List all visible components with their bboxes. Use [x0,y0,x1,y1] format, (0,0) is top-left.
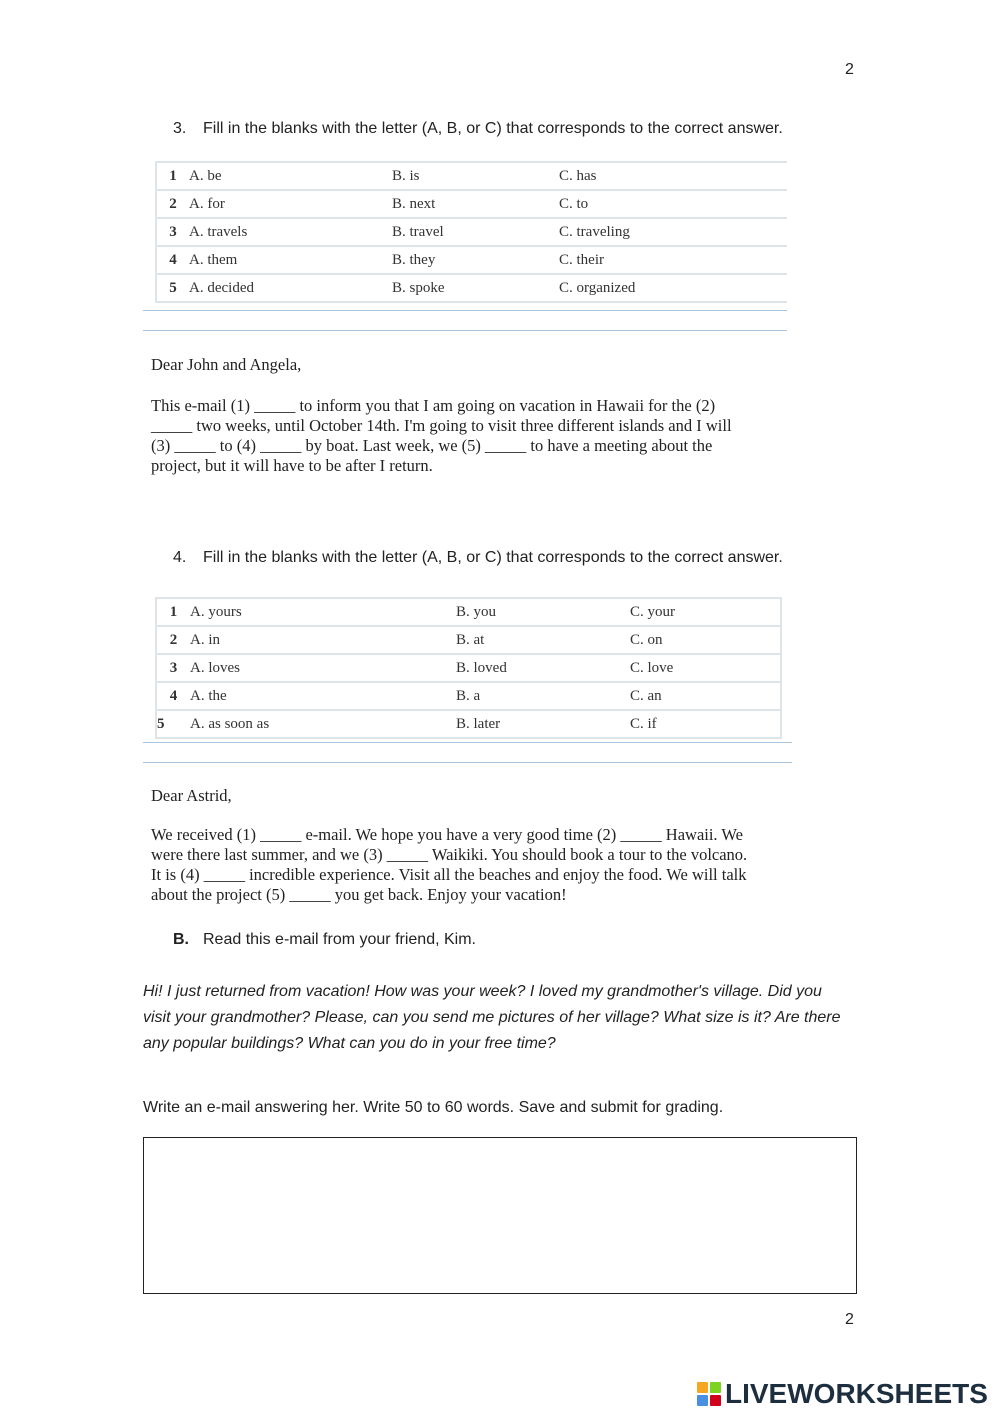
option-b: B. next [392,190,559,218]
section-3-instruction-text: Fill in the blanks with the letter (A, B, or C) that corresponds to the correct answer. [203,120,783,137]
section-b-instruction-text: Read this e-mail from your friend, Kim. [203,931,476,948]
kim-email-line: visit your grandmother? Please, can you send me pictures of her village? What size is it? Are there [143,1009,841,1026]
option-c: C. an [630,682,781,710]
table-row [156,710,781,738]
option-b: B. later [456,710,630,738]
row-number: 2 [156,626,190,654]
page-number-top: 2 [845,61,854,78]
page-number-bottom: 2 [845,1311,854,1328]
section-3-options-table [155,161,787,303]
option-a: A. as soon as [190,710,456,738]
logo-mark-icon [697,1382,721,1406]
letter-line: This e-mail (1) _____ to inform you that I am going on vacation in Hawaii for the (2) [151,396,716,415]
letter-line: It is (4) _____ incredible experience. Visit all the beaches and enjoy the food. We will talk [151,865,747,884]
option-b: B. loved [456,654,630,682]
option-c: C. to [559,190,787,218]
option-b: B. spoke [392,274,559,302]
option-c: C. your [630,598,781,626]
option-c: C. on [630,626,781,654]
option-b: B. they [392,246,559,274]
table-row [156,682,781,710]
table-row [156,626,781,654]
option-c: C. organized [559,274,787,302]
option-b: B. a [456,682,630,710]
letter-line: about the project (5) _____ you get back. Enjoy your vacation! [151,885,567,904]
option-c: C. if [630,710,781,738]
row-number: 5 [156,710,190,738]
letter-to-john-and-angela [151,355,732,476]
logo-square [697,1395,708,1406]
section-4-instruction [173,549,783,567]
divider [143,330,787,331]
row-number: 3 [156,654,190,682]
kim-email-line: any popular buildings? What can you do in your free time? [143,1035,556,1052]
row-number: 1 [156,162,189,190]
table-row [156,274,787,302]
row-number: 3 [156,218,189,246]
option-c: C. their [559,246,787,274]
kim-email [143,979,841,1057]
brand-name: LIVEWORKSHEETS [725,1378,988,1409]
option-a: A. loves [190,654,456,682]
option-a: A. the [190,682,456,710]
letter-to-astrid [151,786,747,905]
kim-email-line: Hi! I just returned from vacation! How was your week? I loved my grandmother's village. Did you [143,983,822,1000]
liveworksheets-logo [697,1376,988,1412]
section-3-instruction [173,120,783,138]
letter-greeting: Dear Astrid, [151,786,232,805]
option-b: B. at [456,626,630,654]
letter-line: We received (1) _____ e-mail. We hope you have a very good time (2) _____ Hawaii. We [151,825,743,844]
row-number: 4 [156,246,189,274]
option-c: C. love [630,654,781,682]
option-a: A. in [190,626,456,654]
letter-greeting: Dear John and Angela, [151,355,302,374]
option-b: B. you [456,598,630,626]
table-row [156,162,787,190]
section-4-instruction-text: Fill in the blanks with the letter (A, B, or C) that corresponds to the correct answer. [203,549,783,566]
section-b-label: B. [173,931,189,948]
logo-square [697,1382,708,1393]
writing-task: Write an e-mail answering her. Write 50 to 60 words. Save and submit for grading. [143,1099,724,1116]
option-c: C. has [559,162,787,190]
row-number: 1 [156,598,190,626]
option-a: A. be [189,162,392,190]
option-b: B. travel [392,218,559,246]
logo-square [710,1395,721,1406]
table-row [156,246,787,274]
row-number: 2 [156,190,189,218]
section-4-number: 4. [173,549,187,566]
option-a: A. yours [190,598,456,626]
option-a: A. travels [189,218,392,246]
divider [143,762,792,763]
letter-line: project, but it will have to be after I return. [151,456,433,475]
option-b: B. is [392,162,559,190]
table-row [156,218,787,246]
section-b-instruction [173,931,476,949]
divider [143,310,787,311]
section-4-options-table [155,597,782,739]
row-number: 4 [156,682,190,710]
option-a: A. decided [189,274,392,302]
letter-line: (3) _____ to (4) _____ by boat. Last week, we (5) _____ to have a meeting about the [151,436,713,455]
option-a: A. for [189,190,392,218]
letter-line: were there last summer, and we (3) _____ Waikiki. You should book a tour to the volcano. [151,845,748,864]
logo-square [710,1382,721,1393]
row-number: 5 [156,274,189,302]
table-row [156,598,781,626]
letter-line: _____ two weeks, until October 14th. I'm going to visit three different islands and I will [151,416,732,435]
table-row [156,190,787,218]
table-row [156,654,781,682]
section-3-number: 3. [173,120,187,137]
divider [143,742,792,743]
email-answer-box[interactable] [143,1137,857,1294]
option-a: A. them [189,246,392,274]
option-c: C. traveling [559,218,787,246]
